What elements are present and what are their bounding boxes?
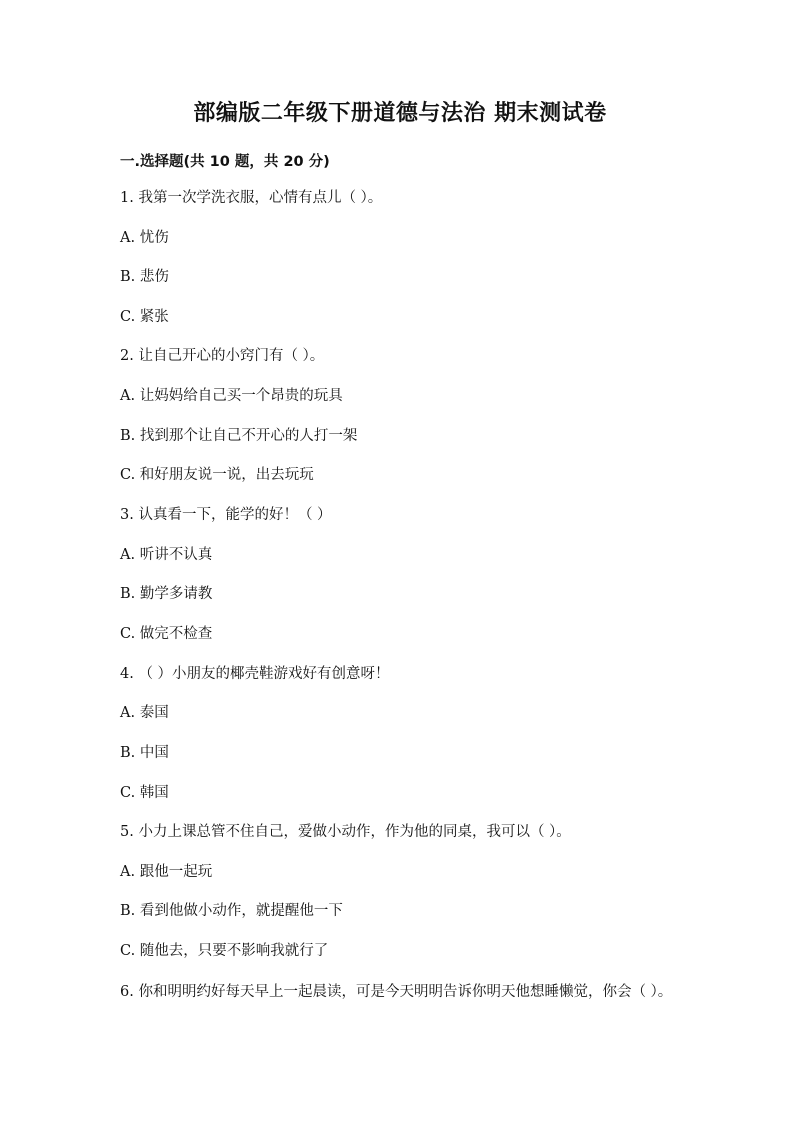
question-3-option-b: B. 勤学多请教 [120, 586, 213, 602]
question-2-stem: 2. 让自己开心的小窍门有（ ）。 [120, 348, 325, 364]
question-2-option-a: A. 让妈妈给自己买一个昂贵的玩具 [120, 388, 343, 404]
page-title: 部编版二年级下册道德与法治 期末测试卷 [193, 101, 607, 126]
question-4-option-c: C. 韩国 [120, 785, 169, 801]
question-6-stem: 6. 你和明明约好每天早上一起晨读，可是今天明明告诉你明天他想睡懒觉，你会（ ）。 [120, 984, 673, 1000]
question-1-option-c: C. 紧张 [120, 309, 169, 325]
question-2-option-c: C. 和好朋友说一说，出去玩玩 [120, 467, 314, 483]
question-4-stem: 4. （ ）小朋友的椰壳鞋游戏好有创意呀！ [120, 666, 390, 682]
question-2-option-b: B. 找到那个让自己不开心的人打一架 [120, 428, 358, 444]
question-5-option-c: C. 随他去，只要不影响我就行了 [120, 943, 329, 959]
question-3-option-c: C. 做完不检查 [120, 626, 213, 642]
question-1-option-a: A. 忧伤 [120, 230, 169, 246]
question-1-stem: 1. 我第一次学洗衣服，心情有点儿（ ）。 [120, 190, 383, 206]
question-5-option-b: B. 看到他做小动作，就提醒他一下 [120, 903, 343, 919]
question-5-option-a: A. 跟他一起玩 [120, 864, 213, 880]
section-heading: 一.选择题(共 10 题，共 20 分) [120, 154, 330, 170]
question-5-stem: 5. 小力上课总管不住自己，爱做小动作，作为他的同桌，我可以（ ）。 [120, 824, 571, 840]
question-3-stem: 3. 认真看一下，能学的好！（ ） [120, 507, 332, 523]
question-1-option-b: B. 悲伤 [120, 269, 169, 285]
question-3-option-a: A. 听讲不认真 [120, 547, 213, 563]
question-4-option-a: A. 泰国 [120, 705, 169, 721]
question-4-option-b: B. 中国 [120, 745, 169, 761]
